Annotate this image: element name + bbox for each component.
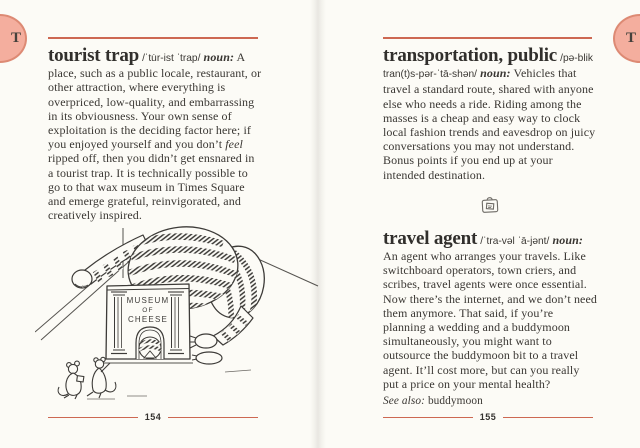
header-rule-right [383,37,592,39]
entry-definition: A place, such as a public locale, restaurant, or other attraction, where everything is overpriced, low-quality, and embarrassing in its obviousness. Your own sense of exploitation is the deciding factor here; if you enjoyed yourself and you don’t [48,50,262,152]
tourist-trap-illustration [35,226,320,400]
cat-front-leg [188,306,253,364]
footer-rule [503,417,593,419]
entry-definition: Vehicles that travel a standard route, shared with anyone else who needs a ride. Riding among the masses is a cheap and easy way to clock local fashion trends and eavesdrop on juicy conversations you may not understand. Bonus points if you end up at your intended destination. [383,66,596,182]
museum-sign-line2: OF [142,307,154,314]
left-page-footer [48,413,258,422]
right-page-column [383,46,597,408]
left-page-column [48,46,262,222]
see-also-value: buddymoon [427,395,483,408]
entry-headword: travel agent [383,227,478,249]
entry-part-of-speech: noun: [480,66,511,81]
index-tab-letter: T [11,29,22,46]
entry-divider [383,192,597,221]
index-tab-letter: T [626,29,637,46]
entry-part-of-speech: noun: [552,232,583,247]
entry-pronunciation: /ˈtu̇r-ist ˈtrap/ [142,53,201,64]
mouse-left [58,361,84,399]
entry-part-of-speech: noun: [203,50,235,64]
cat-head-in-arch [139,337,161,359]
entry-headword: tourist trap [48,45,140,66]
see-also-line [383,394,597,408]
footer-rule [383,417,473,419]
museum-building [103,284,193,363]
footer-rule [48,417,138,419]
index-tab-right [613,14,640,63]
ground-lines [87,370,251,399]
entry-definition: ripped off, then you didn’t get ensnared in a tourist trap. It is technically possible to go to that wax museum in Times Square and emerge grateful, reinvigorated, and creatively inspired. [48,151,255,223]
mice-figures [58,357,116,399]
entry-definition-italic-word: feel [225,137,243,152]
header-rule-left [48,37,258,39]
entry-transportation-public [383,46,597,182]
see-also-label: See also: [383,395,425,408]
entry-travel-agent [383,229,597,391]
right-page-footer [383,413,593,422]
museum-sign-line3: CHEESE [127,315,169,324]
entry-pronunciation: /ˈtra-vəl ˈā-jənt/ [480,235,550,247]
suitcase-icon [478,192,502,221]
footer-rule [168,417,258,419]
museum-sign-line1: MUSEUM [126,296,170,305]
page-number: 155 [479,412,497,422]
page-number: 154 [144,412,162,422]
entry-tourist-trap [48,46,262,222]
entry-definition: An agent who arranges your travels. Like switchboard operators, town criers, and scribes, travel agents were once essential. Now there’s the internet, and we don’t need them anymore. That said, if you’re planning a wedding and a buddymoon simultaneously, you might want to outsource the buddymoon bit to a travel agent. It’ll cost more, but can you really put a price on your mental health? [383,249,598,391]
index-tab-left [0,14,27,63]
entry-pronunciation: /pə-blik tran(t)s-pər-ˈtā-shən/ [383,53,593,81]
entry-headword: transportation, public [383,45,558,66]
